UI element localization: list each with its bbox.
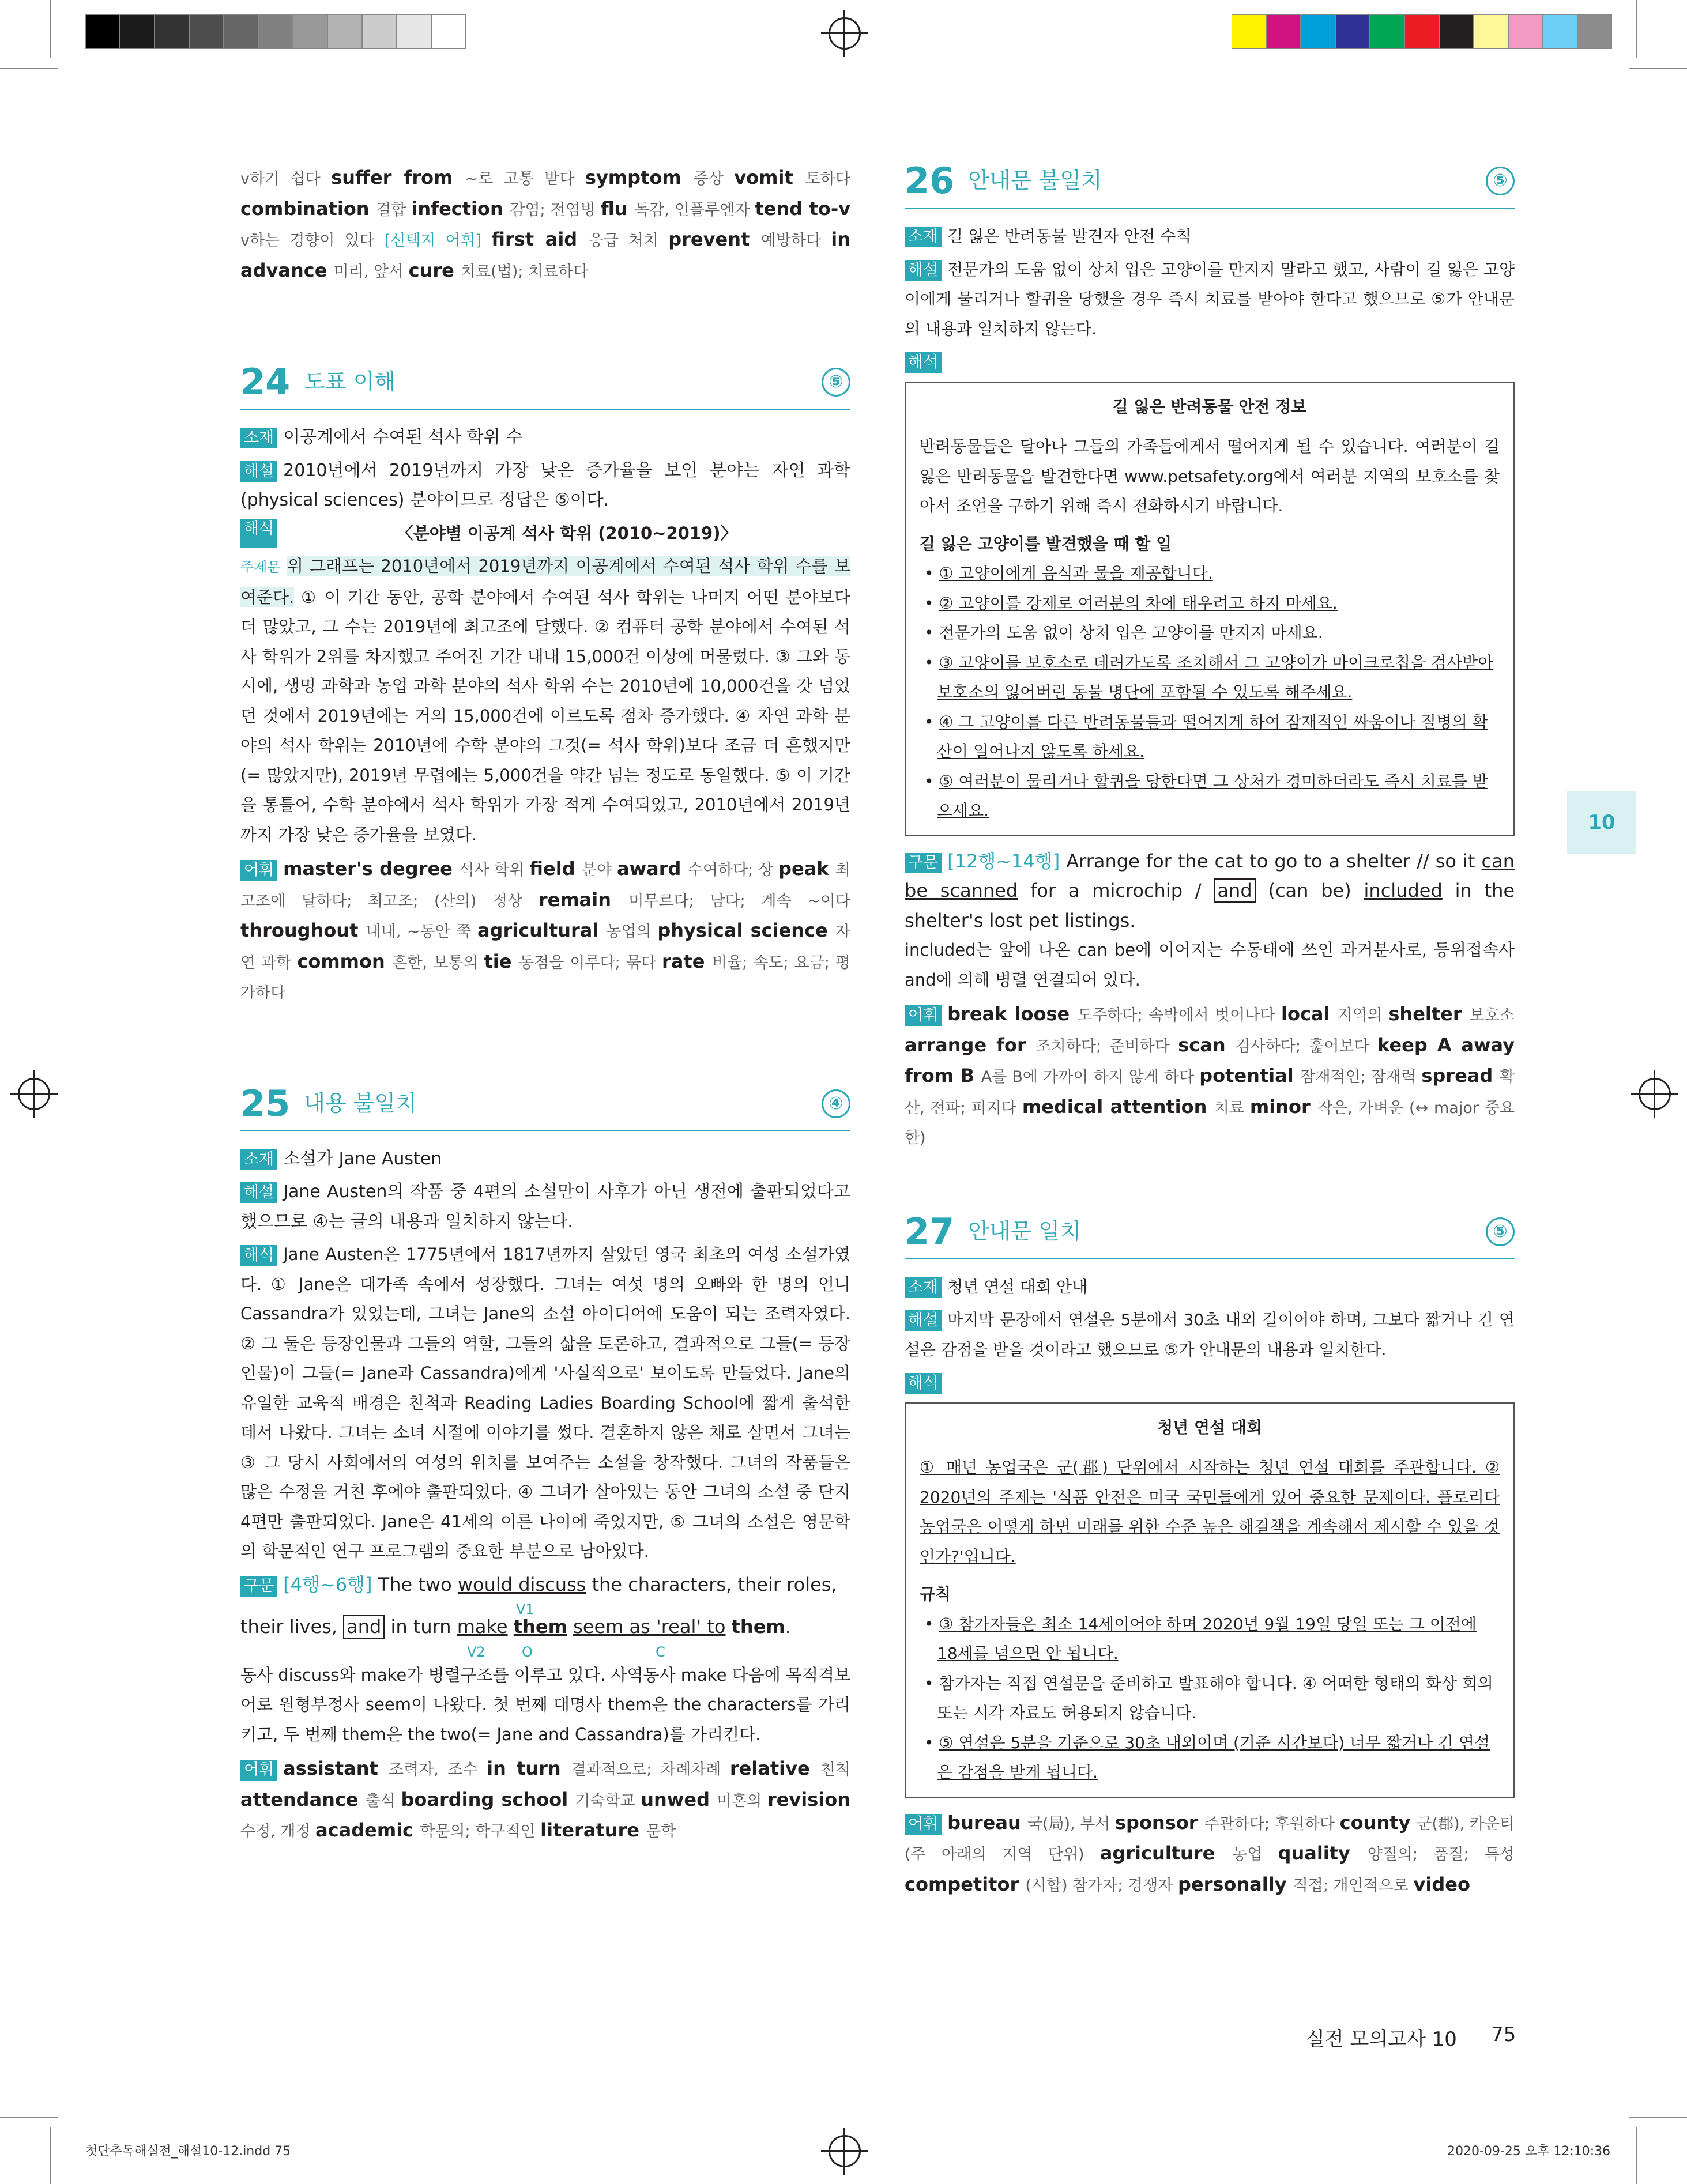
registration-mark-bottom bbox=[829, 2135, 861, 2167]
haeseok-body: ① 이 기간 동안, 공학 분야에서 수여된 석사 학위는 나머지 어떤 분야보다 더 많았고, 그 수는 2019년에 최고조에 달했다. ② 컴퓨터 공학 분야에서 수여된 석사 학위가 2위를 차지했고 주어진 기간 내내 15,000건 이상에 머물렀다. ③ 그와 동시에, 생명 과학과 농업 과학 분야의 석사 학위 수는 2010년에 10,000건을 갓 넘었던 것에서 2019년에는 거의 15,000건에 이르도록 점차 증가했다. ④ 자연 과학 분야의 석사 학위는 2010년에 수학 분야의 그것(= 석사 학위)보다 조금 더 흔했지만(= 많았지만), 2019년 무렵에는 5,000건을 약간 넘는 정도로 동일했다. ⑤ 이 기간을 통틀어, 수학 분야에서 석사 학위가 가장 적게 수여되었고, 2010년에서 2019년까지 가장 낮은 증가율을 보였다. bbox=[240, 587, 850, 844]
crop-mark bbox=[1636, 0, 1637, 58]
vocab-word: field bbox=[529, 858, 582, 880]
vocab-word: flu bbox=[600, 197, 635, 220]
vocab-meaning: 보호소 bbox=[1469, 1006, 1515, 1024]
tag: 해석 bbox=[905, 352, 942, 373]
vocab-word: in turn bbox=[487, 1757, 571, 1779]
topic-sentence: 위 그래프는 2010년에서 2019년까지 이공계에서 수여된 석사 학위 수를 보여준다. bbox=[240, 556, 851, 607]
haesul-row bbox=[240, 456, 850, 515]
color-swatch bbox=[258, 14, 293, 49]
vocab-word: county bbox=[1339, 1811, 1417, 1834]
vocab-meaning: A를 B에 가까이 하지 않게 하다 bbox=[981, 1068, 1200, 1086]
vocab-word: attendance bbox=[240, 1788, 366, 1810]
vocab-meaning: 감염; 전염병 bbox=[510, 201, 601, 219]
notice-intro: 반려동물들은 달아나 그들의 가족들에게서 떨어지게 될 수 있습니다. 여러분이 길 잃은 반려동물을 발견한다면 www.petsafety.org에서 여러분 지역의 보호소를 찾아서 조언을 구하기 위해 즉시 전화하시기 바랍니다. bbox=[920, 437, 1500, 515]
haesul-text: Jane Austen의 작품 중 4편의 소설만이 사후가 아닌 생전에 출판되었다고 했으므로 ④는 글의 내용과 일치하지 않는다. bbox=[240, 1182, 850, 1232]
haesul-row bbox=[905, 1305, 1515, 1364]
vocab-meaning: 농업의 bbox=[606, 923, 658, 941]
section-number: 26 bbox=[905, 160, 955, 202]
notice-item: • ② 고양이를 강제로 여러분의 차에 태우려고 하지 마세요. bbox=[924, 593, 1338, 613]
vocab-word: tie bbox=[484, 950, 519, 972]
gumun-conj: and bbox=[1214, 878, 1255, 903]
vocab-meaning: 도주하다; 속박에서 벗어나다 bbox=[1077, 1006, 1281, 1024]
vocab-word: spread bbox=[1421, 1065, 1500, 1087]
vocab-word: agricultural bbox=[477, 919, 607, 941]
notice-intro: ① 매년 농업국은 군(郡) 단위에서 시작하는 청년 연설 대회를 주관합니다. ② 2020년의 주제는 '식품 안전은 미국 국민들에게 있어 중요한 문제이다. 플로리다 농업국은 어떻게 하면 미래를 위한 수준 높은 해결책을 계속해서 제시할 수 있을 것인가?'입니다. bbox=[920, 1458, 1500, 1566]
registration-mark-left bbox=[18, 1078, 50, 1110]
sojae-text: 길 잃은 반려동물 발견자 안전 수칙 bbox=[947, 227, 1192, 246]
notice-box-27 bbox=[905, 1402, 1515, 1798]
gumun-text: the characters, their roles, bbox=[592, 1573, 837, 1595]
haeseok-text bbox=[240, 552, 850, 850]
vocab-25 bbox=[240, 1754, 850, 1847]
vocab-word: academic bbox=[315, 1819, 420, 1841]
notice-item: • ③ 고양이를 보호소로 데려가도록 조치해서 그 고양이가 마이크로칩을 검사받아 보호소의 잃어버린 동물 명단에 포함될 수 있도록 해주세요. bbox=[924, 652, 1494, 701]
gumun-text: in turn bbox=[390, 1616, 451, 1638]
vocab-word: infection bbox=[411, 197, 510, 220]
color-swatch bbox=[1508, 14, 1543, 49]
vocab-meaning: 미혼의 bbox=[717, 1791, 767, 1810]
vocab-meaning: 치료(법); 치료하다 bbox=[461, 262, 589, 281]
vocab-meaning: 석사 학위 bbox=[459, 861, 530, 879]
color-swatch bbox=[1474, 14, 1508, 49]
vocab-meaning: 분야 bbox=[582, 861, 617, 879]
gumun-text: in the shelter's lost pet listings. bbox=[905, 880, 1515, 931]
vocab-meaning: 국(局), 부서 bbox=[1027, 1815, 1115, 1833]
tag: 소재 bbox=[240, 1149, 277, 1170]
color-swatch bbox=[1404, 14, 1439, 49]
tag: 해설 bbox=[905, 260, 942, 281]
vocab-word: first aid bbox=[491, 228, 589, 250]
process-color-bar bbox=[1232, 14, 1612, 49]
vocab-word: peak bbox=[778, 858, 835, 880]
gumun-complement: seem as 'real' to bbox=[573, 1616, 726, 1638]
section-title: 안내문 일치 bbox=[968, 1218, 1081, 1244]
notice-list bbox=[920, 1609, 1500, 1787]
vocab-word: throughout bbox=[240, 919, 366, 941]
crop-mark bbox=[0, 2117, 58, 2118]
vocab-meaning: 토하다 bbox=[805, 170, 851, 188]
notice-title: 청년 연설 대회 bbox=[1157, 1417, 1262, 1437]
vocab-meaning: 군(郡), 카운티(주 아래의 지역 단위) bbox=[905, 1815, 1515, 1864]
section-title: 도표 이해 bbox=[304, 369, 396, 395]
vocab-word: cure bbox=[408, 259, 461, 281]
notice-item: • 전문가의 도움 없이 상처 입은 고양이를 만지지 마세요. bbox=[924, 623, 1323, 642]
vocab-27 bbox=[905, 1808, 1515, 1901]
tag: 해석 bbox=[240, 1245, 277, 1266]
vocab-word: revision bbox=[767, 1788, 851, 1810]
gumun-text: for a microchip / bbox=[1030, 880, 1202, 901]
vocab-meaning: 내내, ~동안 쭉 bbox=[366, 923, 477, 941]
vocab-word: scan bbox=[1178, 1033, 1236, 1056]
section-title: 내용 불일치 bbox=[304, 1090, 417, 1116]
tag: 어휘 bbox=[905, 1814, 942, 1835]
vocab-word: arrange for bbox=[905, 1033, 1036, 1056]
vocab-word: symptom bbox=[585, 167, 694, 188]
vocab-word: literature bbox=[540, 1819, 646, 1841]
vocab-meaning: 최고조에 달하다; 최고조; (산의) 정상 bbox=[240, 861, 851, 910]
crop-mark bbox=[50, 0, 51, 58]
notice-box-26 bbox=[905, 382, 1515, 836]
vocab-top bbox=[240, 163, 850, 286]
vocab-word: in advance bbox=[240, 228, 850, 281]
section-25-header bbox=[240, 1077, 850, 1131]
vocab-word: boarding school bbox=[401, 1788, 575, 1810]
haesul-text: 마지막 문장에서 연설은 5분에서 30초 내외 길이어야 하며, 그보다 짧거나 긴 연설은 감점을 받을 것이라고 했으므로 ⑤가 안내문의 내용과 일치한다. bbox=[905, 1310, 1515, 1359]
color-swatch bbox=[189, 14, 224, 49]
vocab-word: sponsor bbox=[1114, 1811, 1204, 1834]
vocab-meaning: 미리, 앞서 bbox=[333, 262, 409, 281]
vocab-meaning: 지역의 bbox=[1337, 1006, 1389, 1024]
vocab-meaning: 조치하다; 준비하다 bbox=[1035, 1037, 1178, 1055]
notice-item: • ④ 그 고양이를 다른 반려동물들과 떨어지게 하여 잠재적인 싸움이나 질병의 확산이 일어나지 않도록 하세요. bbox=[924, 712, 1489, 761]
vocab-word: keep A away from B bbox=[905, 1033, 1515, 1087]
vocab-word: combination bbox=[240, 197, 376, 220]
vocab-word: video bbox=[1413, 1873, 1470, 1895]
color-swatch bbox=[85, 14, 120, 49]
color-swatch bbox=[1232, 14, 1266, 49]
vocab-word: tend to-v bbox=[755, 197, 851, 220]
vocab-word: potential bbox=[1199, 1065, 1301, 1087]
gumun-note: 동사 discuss와 make가 병렬구조를 이루고 있다. 사역동사 make 다음에 목적격보어로 원형부정사 seem이 나왔다. 첫 번째 대명사 them은 the characters를 가리키고, 두 번째 them은 the two(= Jane and Cassandra)를 가리킨다. bbox=[240, 1665, 850, 1744]
tag: 소재 bbox=[905, 227, 942, 247]
color-swatch bbox=[1370, 14, 1404, 49]
vocab-word: shelter bbox=[1388, 1003, 1470, 1025]
vocab-meaning: 주관하다; 후원하다 bbox=[1204, 1815, 1340, 1833]
vocab-word: award bbox=[617, 858, 688, 880]
vocab-meaning: v하는 경향이 있다 bbox=[240, 232, 385, 250]
tag: 해설 bbox=[240, 461, 277, 482]
vocab-meaning: 독감, 인플루엔자 bbox=[634, 201, 755, 219]
crop-mark bbox=[1636, 2127, 1637, 2184]
vocab-word: common bbox=[297, 950, 393, 972]
answer-badge: ④ bbox=[822, 1089, 850, 1118]
color-swatch bbox=[293, 14, 327, 49]
vocab-word: minor bbox=[1249, 1095, 1318, 1118]
vocab-meaning: 확산, 전파; 퍼지다 bbox=[905, 1068, 1515, 1117]
vocab-meaning: 수여하다; 상 bbox=[687, 861, 779, 879]
page-number: 75 bbox=[1491, 2023, 1516, 2046]
right-column bbox=[905, 160, 1515, 1900]
section-27-header bbox=[905, 1205, 1515, 1259]
vocab-meaning: (↔ major 중요한) bbox=[905, 1099, 1515, 1147]
vocab-word: rate bbox=[662, 950, 713, 972]
topic-sentence-label: 주제문 bbox=[240, 559, 281, 575]
vocab-meaning: 흔한, 보통의 bbox=[392, 953, 484, 972]
color-swatch bbox=[224, 14, 258, 49]
notice-item: • 참가자는 직접 연설문을 준비하고 발표해야 합니다. ④ 어떠한 형태의 화상 회의 또는 시각 자료도 허용되지 않습니다. bbox=[924, 1673, 1493, 1722]
color-swatch bbox=[431, 14, 466, 49]
vocab-word: physical science bbox=[657, 919, 835, 941]
vocab-26 bbox=[905, 999, 1515, 1153]
vocab-meaning: 자연 과학 bbox=[240, 923, 850, 972]
vocab-meaning: 증상 bbox=[693, 170, 735, 188]
vocab-meaning: 결합 bbox=[376, 201, 412, 219]
gumun-them: them bbox=[731, 1616, 785, 1638]
tag: 해석 bbox=[240, 519, 277, 549]
label-v1: V1 bbox=[516, 1601, 534, 1617]
gumun-text: The two bbox=[378, 1573, 452, 1595]
answer-badge: ⑤ bbox=[822, 368, 850, 397]
gumun-verb2: included bbox=[1364, 880, 1443, 901]
gumun-verb2: make bbox=[457, 1616, 508, 1638]
color-swatch bbox=[397, 14, 431, 49]
sojae-text: 이공계에서 수여된 석사 학위 수 bbox=[283, 427, 523, 447]
chapter-tab: 10 bbox=[1567, 791, 1636, 854]
gumun-row-2: their lives, and in turn make them seem as 'real' to them. bbox=[240, 1616, 791, 1638]
vocab-word: relative bbox=[729, 1757, 820, 1779]
label-c: C bbox=[656, 1643, 665, 1660]
tag: 구문 bbox=[240, 1576, 277, 1597]
footer-title: 실전 모의고사 10 bbox=[1306, 2028, 1457, 2051]
vocab-meaning: 결과적으로; 차례차례 bbox=[571, 1761, 730, 1779]
vocab-meaning: 잠재적인; 잠재력 bbox=[1300, 1068, 1422, 1086]
vocab-meaning: 농업 bbox=[1232, 1846, 1278, 1864]
vocab-word: suffer from bbox=[331, 167, 465, 188]
vocab-word: bureau bbox=[947, 1811, 1027, 1834]
sojae-text: 청년 연설 대회 안내 bbox=[947, 1277, 1088, 1296]
tag: 해설 bbox=[240, 1182, 277, 1203]
vocab-word: local bbox=[1281, 1003, 1338, 1025]
gumun-conj: and bbox=[343, 1615, 385, 1639]
grayscale-color-bar bbox=[85, 14, 466, 49]
vocab-word: medical attention bbox=[1022, 1095, 1214, 1118]
vocab-meaning: 작은, 가벼운 bbox=[1317, 1099, 1409, 1117]
crop-mark bbox=[0, 68, 58, 69]
tag: 어휘 bbox=[240, 860, 277, 881]
vocab-word: quality bbox=[1278, 1842, 1368, 1864]
vocab-meaning: 문학 bbox=[646, 1823, 676, 1840]
notice-heading: 길 잃은 고양이를 발견했을 때 할 일 bbox=[920, 534, 1172, 553]
vocab-meaning: 치료 bbox=[1214, 1099, 1250, 1117]
section-number: 25 bbox=[240, 1082, 291, 1125]
vocab-section-label: [선택지 어휘] bbox=[384, 232, 492, 250]
tag: 해석 bbox=[905, 1373, 942, 1394]
vocab-meaning: 검사하다; 훑어보다 bbox=[1235, 1037, 1378, 1055]
crop-mark bbox=[1629, 68, 1687, 69]
haesul-text: 2010년에서 2019년까지 가장 낮은 증가율을 보인 분야는 자연 과학(physical sciences) 분야이므로 정답은 ⑤이다. bbox=[240, 460, 850, 510]
section-title: 안내문 불일치 bbox=[968, 168, 1102, 194]
vocab-word: competitor bbox=[905, 1873, 1026, 1895]
tag: 소재 bbox=[240, 428, 277, 448]
slug-file: 첫단추독해실전_해설10-12.indd 75 bbox=[85, 2144, 291, 2159]
gumun-object: them bbox=[513, 1616, 567, 1638]
haesul-text: 전문가의 도움 없이 상처 입은 고양이를 만지지 말라고 했고, 사람이 길 잃은 고양이에게 물리거나 할퀴을 당했을 경우 즉시 치료를 받아야 한다고 했으므로 ⑤가 안내문의 내용과 일치하지 않는다. bbox=[905, 259, 1515, 338]
color-swatch bbox=[1543, 14, 1577, 49]
section-number: 27 bbox=[905, 1210, 955, 1253]
notice-list bbox=[920, 559, 1500, 826]
gumun-text: (can be) bbox=[1268, 880, 1351, 901]
label-v2: V2 bbox=[467, 1643, 485, 1660]
notice-item: • ③ 참가자들은 최소 14세이어야 하며 2020년 9월 19일 당일 또는 그 이전에 18세를 넘으면 안 됩니다. bbox=[924, 1614, 1477, 1663]
chart-title: 〈분야별 이공계 석사 학위 (2010~2019)〉 bbox=[396, 523, 737, 543]
gumun-verb1: would discuss bbox=[457, 1573, 586, 1595]
grammar-labels-2 bbox=[240, 1638, 850, 1660]
gumun-row bbox=[905, 847, 1515, 936]
vocab-meaning: 출석 bbox=[365, 1791, 401, 1810]
haeseok-row bbox=[240, 1240, 850, 1567]
sojae-row bbox=[905, 221, 1515, 251]
vocab-meaning: 조력자, 조수 bbox=[388, 1761, 487, 1779]
crop-mark bbox=[50, 2127, 51, 2184]
notice-item: • ⑤ 여러분이 물리거나 할퀴을 당한다면 그 상처가 경미하더라도 즉시 치료를 받으세요. bbox=[924, 771, 1489, 820]
section-number: 24 bbox=[240, 361, 291, 403]
sojae-row bbox=[905, 1272, 1515, 1302]
registration-mark-top bbox=[829, 17, 861, 50]
vocab-meaning: 수정, 개정 bbox=[240, 1823, 316, 1840]
vocab-word: prevent bbox=[668, 228, 761, 250]
color-swatch bbox=[1301, 14, 1335, 49]
gumun-note: included는 앞에 나온 can be에 이어지는 수동태에 쓰인 과거분사로, 등위접속사 and에 의해 병렬 연결되어 있다. bbox=[905, 940, 1515, 990]
vocab-meaning: 동점을 이루다; 묶다 bbox=[519, 953, 662, 972]
vocab-meaning: 기숙학교 bbox=[575, 1791, 641, 1810]
vocab-word: unwed bbox=[641, 1788, 717, 1810]
tag: 어휘 bbox=[240, 1760, 277, 1781]
vocab-word: remain bbox=[538, 888, 629, 911]
grammar-labels-1 bbox=[240, 1595, 850, 1617]
color-swatch bbox=[362, 14, 397, 49]
vocab-word: agriculture bbox=[1099, 1842, 1233, 1864]
gumun-lines: [12행~14행] bbox=[947, 850, 1060, 872]
label-o: O bbox=[522, 1643, 533, 1660]
vocab-meaning: 친척 bbox=[820, 1761, 850, 1779]
color-swatch bbox=[1439, 14, 1474, 49]
notice-item: • ⑤ 연설은 5분을 기준으로 30초 내외이며 (기준 시간보다) 너무 짧거나 긴 연설은 감점을 받게 됩니다. bbox=[924, 1733, 1490, 1782]
left-column bbox=[240, 163, 850, 1847]
vocab-meaning: 예방하다 bbox=[760, 232, 831, 250]
vocab-meaning: (시합) 참가자; 경쟁자 bbox=[1025, 1876, 1178, 1895]
haeseok-text: Jane Austen은 1775년에서 1817년까지 살았던 영국 최초의 여성 소설가였다. ① Jane은 대가족 속에서 성장했다. 그녀는 여섯 명의 오빠와 한 명의 언니 Cassandra가 있었는데, 그녀는 Jane의 소설 아이디어에 도움이 되는 조력자였다. ② 그 둘은 등장인물과 그들의 역할, 그들의 삶을 토론하고, 결과적으로 그들(= 등장인물)이 그들(= Jane과 Cassandra)에게 '사실적으로' 보이도록 만들었다. Jane의 유일한 교육적 배경은 친척과 Reading Ladies Boarding School에 짧게 출석한 데서 나왔다. 그녀는 소녀 시절에 이야기를 썼다. 결혼하지 않은 채로 살면서 그녀는 ③ 그 당시 사회에서의 여성의 위치를 보여주는 소설을 창작했다. 그녀의 작품들은 많은 수정을 거친 후에야 출판되었다. ④ 그녀가 살아있는 동안 그녀의 소설 중 단지 4편만 출판되었다. Jane은 41세의 이른 나이에 죽었지만, ⑤ 그녀의 소설은 영문학의 학문적인 연구 프로그램의 중요한 부분으로 남아있다. bbox=[240, 1244, 850, 1561]
vocab-meaning: 머무르다; 남다; 계속 ~이다 bbox=[628, 892, 850, 910]
section-26-header bbox=[905, 154, 1515, 209]
section-24-header bbox=[240, 356, 850, 410]
vocab-meaning: 비율; 속도; 요금; 평가하다 bbox=[240, 953, 851, 1002]
notice-heading: 규칙 bbox=[920, 1585, 951, 1604]
tag: 구문 bbox=[905, 853, 942, 873]
gumun-lines: [4행~6행] bbox=[283, 1573, 372, 1595]
sojae-text: 소설가 Jane Austen bbox=[283, 1148, 442, 1169]
vocab-meaning: 응급 처치 bbox=[588, 232, 669, 250]
vocab-word: break loose bbox=[947, 1003, 1078, 1025]
tag: 소재 bbox=[905, 1277, 942, 1298]
vocab-meaning: 학문의; 학구적인 bbox=[420, 1823, 541, 1840]
vocab-word: master's degree bbox=[283, 858, 460, 880]
color-swatch bbox=[155, 14, 189, 49]
registration-mark-right bbox=[1639, 1078, 1671, 1110]
vocab-24 bbox=[240, 854, 850, 1008]
haeseok-row bbox=[905, 347, 1515, 377]
gumun-text: their lives, bbox=[240, 1616, 337, 1638]
vocab-meaning: ~로 고통 받다 bbox=[465, 170, 585, 188]
sojae-row bbox=[240, 1144, 850, 1174]
haesul-row bbox=[905, 255, 1515, 344]
sojae-row bbox=[240, 423, 850, 452]
answer-badge: ⑤ bbox=[1486, 1217, 1515, 1246]
color-swatch bbox=[1266, 14, 1301, 49]
vocab-meaning: 직접; 개인적으로 bbox=[1293, 1876, 1414, 1895]
haeseok-row bbox=[905, 1368, 1515, 1398]
haeseok-row bbox=[240, 519, 850, 549]
vocab-meaning: v하기 쉽다 bbox=[240, 170, 332, 188]
tag: 어휘 bbox=[905, 1005, 942, 1026]
notice-item: • ① 고양이에게 음식과 물을 제공합니다. bbox=[924, 564, 1213, 583]
gumun-verb1: can be scanned bbox=[905, 850, 1515, 901]
vocab-word: assistant bbox=[283, 1757, 389, 1779]
color-swatch bbox=[327, 14, 362, 49]
notice-title: 길 잃은 반려동물 안전 정보 bbox=[1112, 397, 1307, 416]
vocab-word: personally bbox=[1177, 1873, 1293, 1895]
gumun-text: Arrange for the cat to go to a shelter // so it bbox=[1066, 850, 1475, 872]
vocab-word: vomit bbox=[734, 167, 805, 188]
tag: 해설 bbox=[905, 1310, 942, 1331]
answer-badge: ⑤ bbox=[1486, 167, 1515, 195]
crop-mark bbox=[1629, 2117, 1687, 2118]
haesul-row bbox=[240, 1177, 850, 1236]
color-swatch bbox=[1577, 14, 1612, 49]
color-swatch bbox=[120, 14, 155, 49]
vocab-meaning: 양질의; 품질; 특성 bbox=[1367, 1846, 1515, 1864]
slug-date: 2020-09-25 오후 12:10:36 bbox=[1447, 2144, 1611, 2159]
color-swatch bbox=[1335, 14, 1370, 49]
